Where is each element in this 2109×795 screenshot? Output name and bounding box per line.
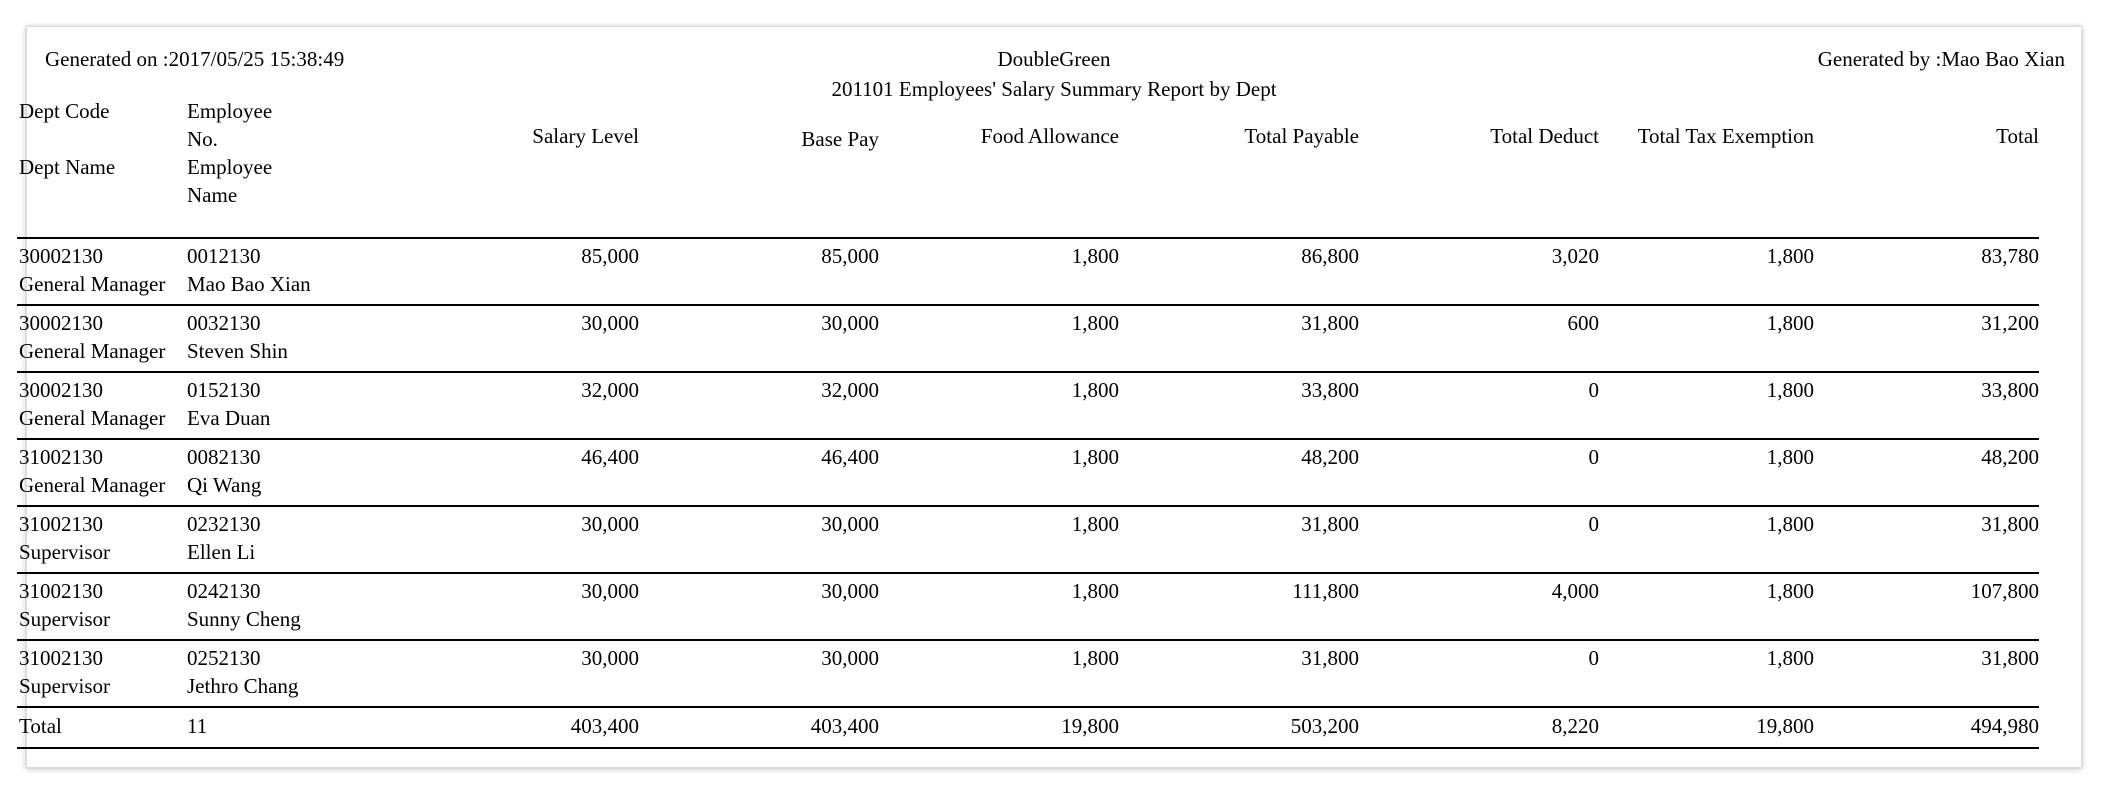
employee-no: 0032130 <box>187 311 261 335</box>
employee-no: 0242130 <box>187 579 261 603</box>
employee-no: 0232130 <box>187 512 261 536</box>
col-salary-level: Salary Level <box>532 124 639 148</box>
employee-name: Sunny Cheng <box>187 607 301 631</box>
employee-name: Eva Duan <box>187 406 271 430</box>
total-tax-exemption-cell: 1,800 <box>1766 311 1814 335</box>
base-pay-cell: 30,000 <box>821 646 879 670</box>
table-row <box>17 439 2039 506</box>
dept-name: General Manager <box>19 473 166 497</box>
dept-name: General Manager <box>19 339 166 363</box>
total-tax-exemption-cell: 1,800 <box>1766 445 1814 469</box>
total-payable-cell: 31,800 <box>1301 646 1359 670</box>
total-tax-exemption-cell: 1,800 <box>1766 244 1814 268</box>
col-employee-no-2: No. <box>187 127 218 151</box>
total-cell: 83,780 <box>1981 244 2039 268</box>
total-tax-exemption-cell: 1,800 <box>1766 512 1814 536</box>
total-cell: 31,800 <box>1981 512 2039 536</box>
dept-cell <box>17 238 185 305</box>
total-deduct-cell: 0 <box>1588 512 1599 536</box>
employee-cell <box>185 439 355 506</box>
base-pay-cell: 30,000 <box>821 311 879 335</box>
employee-cell <box>185 640 355 707</box>
salary-level-cell: 30,000 <box>581 579 639 603</box>
total-cell: 33,800 <box>1981 378 2039 402</box>
dept-code: 30002130 <box>19 378 103 402</box>
employee-cell <box>185 506 355 573</box>
totals-base-pay: 403,400 <box>810 714 879 738</box>
total-payable-cell: 48,200 <box>1301 445 1359 469</box>
table-row <box>17 506 2039 573</box>
table-row <box>17 573 2039 640</box>
col-employee-name-1: Employee <box>187 155 273 179</box>
generated-by: Generated by :Mao Bao Xian <box>1817 47 2065 71</box>
employee-name: Jethro Chang <box>187 674 299 698</box>
col-employee-no-1: Employee <box>187 99 273 123</box>
total-cell: 31,200 <box>1981 311 2039 335</box>
food-allowance-cell: 1,800 <box>1071 646 1119 670</box>
totals-total: 494,980 <box>1970 714 2039 738</box>
food-allowance-cell: 1,800 <box>1071 579 1119 603</box>
salary-level-cell: 30,000 <box>581 512 639 536</box>
salary-level-cell: 85,000 <box>581 244 639 268</box>
col-dept-code: Dept Code <box>19 99 110 123</box>
col-dept-header <box>17 97 185 238</box>
total-cell: 107,800 <box>1970 579 2039 603</box>
employee-cell <box>185 305 355 372</box>
employee-name: Ellen Li <box>187 540 256 564</box>
totals-salary-level: 403,400 <box>570 714 639 738</box>
totals-total-tax-exemption: 19,800 <box>1756 714 1814 738</box>
column-header-row <box>17 97 2039 238</box>
salary-summary-table <box>17 97 2039 749</box>
base-pay-cell: 30,000 <box>821 579 879 603</box>
total-deduct-cell: 4,000 <box>1551 579 1599 603</box>
salary-level-cell: 30,000 <box>581 646 639 670</box>
salary-level-cell: 32,000 <box>581 378 639 402</box>
total-tax-exemption-cell: 1,800 <box>1766 579 1814 603</box>
col-total-tax-exemption: Total Tax Exemption <box>1637 124 1814 148</box>
dept-cell <box>17 372 185 439</box>
dept-code: 30002130 <box>19 244 103 268</box>
employee-no: 0252130 <box>187 646 261 670</box>
total-payable-cell: 31,800 <box>1301 311 1359 335</box>
col-total-deduct: Total Deduct <box>1490 124 1599 148</box>
total-payable-cell: 33,800 <box>1301 378 1359 402</box>
employee-cell <box>185 238 355 305</box>
table-row <box>17 305 2039 372</box>
total-deduct-cell: 3,020 <box>1551 244 1599 268</box>
dept-code: 30002130 <box>19 311 103 335</box>
col-base-pay: Base Pay <box>801 127 879 151</box>
dept-code: 31002130 <box>19 646 103 670</box>
employee-cell <box>185 573 355 640</box>
dept-name: Supervisor <box>19 674 110 698</box>
col-total: Total <box>1996 124 2039 148</box>
col-food-allowance: Food Allowance <box>980 124 1119 148</box>
dept-cell <box>17 439 185 506</box>
total-payable-cell: 31,800 <box>1301 512 1359 536</box>
food-allowance-cell: 1,800 <box>1071 378 1119 402</box>
base-pay-cell: 32,000 <box>821 378 879 402</box>
total-tax-exemption-cell: 1,800 <box>1766 646 1814 670</box>
dept-name: General Manager <box>19 272 166 296</box>
employee-no: 0012130 <box>187 244 261 268</box>
col-total-payable: Total Payable <box>1244 124 1359 148</box>
base-pay-cell: 46,400 <box>821 445 879 469</box>
col-employee-header <box>185 97 355 238</box>
employee-name: Qi Wang <box>187 473 262 497</box>
dept-code: 31002130 <box>19 445 103 469</box>
report-title: 201101 Employees' Salary Summary Report by Dept <box>831 77 1277 101</box>
food-allowance-cell: 1,800 <box>1071 445 1119 469</box>
table-row <box>17 372 2039 439</box>
base-pay-cell: 85,000 <box>821 244 879 268</box>
dept-cell <box>17 573 185 640</box>
totals-total-payable: 503,200 <box>1290 714 1359 738</box>
totals-food-allowance: 19,800 <box>1061 714 1119 738</box>
totals-count: 11 <box>187 714 208 738</box>
total-deduct-cell: 0 <box>1588 378 1599 402</box>
base-pay-cell: 30,000 <box>821 512 879 536</box>
total-cell: 48,200 <box>1981 445 2039 469</box>
dept-cell <box>17 506 185 573</box>
totals-total-deduct: 8,220 <box>1551 714 1599 738</box>
dept-name: Supervisor <box>19 540 110 564</box>
food-allowance-cell: 1,800 <box>1071 512 1119 536</box>
total-payable-cell: 111,800 <box>1292 579 1359 603</box>
salary-level-cell: 46,400 <box>581 445 639 469</box>
col-employee-name-2: Name <box>187 183 238 207</box>
totals-label: Total <box>19 714 62 738</box>
total-cell: 31,800 <box>1981 646 2039 670</box>
dept-name: Supervisor <box>19 607 110 631</box>
dept-code: 31002130 <box>19 579 103 603</box>
dept-name: General Manager <box>19 406 166 430</box>
table-row <box>17 640 2039 707</box>
food-allowance-cell: 1,800 <box>1071 311 1119 335</box>
generated-on: Generated on :2017/05/25 15:38:49 <box>45 47 345 71</box>
total-deduct-cell: 0 <box>1588 646 1599 670</box>
total-deduct-cell: 600 <box>1567 311 1599 335</box>
col-dept-name: Dept Name <box>19 155 116 179</box>
company-name: DoubleGreen <box>997 47 1111 71</box>
total-tax-exemption-cell: 1,800 <box>1766 378 1814 402</box>
table-body <box>17 238 2039 748</box>
food-allowance-cell: 1,800 <box>1071 244 1119 268</box>
salary-level-cell: 30,000 <box>581 311 639 335</box>
table-row <box>17 238 2039 305</box>
employee-name: Steven Shin <box>187 339 288 363</box>
employee-no: 0152130 <box>187 378 261 402</box>
total-payable-cell: 86,800 <box>1301 244 1359 268</box>
employee-name: Mao Bao Xian <box>187 272 311 296</box>
dept-cell <box>17 640 185 707</box>
total-deduct-cell: 0 <box>1588 445 1599 469</box>
totals-row <box>17 707 2039 748</box>
employee-no: 0082130 <box>187 445 261 469</box>
dept-code: 31002130 <box>19 512 103 536</box>
employee-cell <box>185 372 355 439</box>
dept-cell <box>17 305 185 372</box>
